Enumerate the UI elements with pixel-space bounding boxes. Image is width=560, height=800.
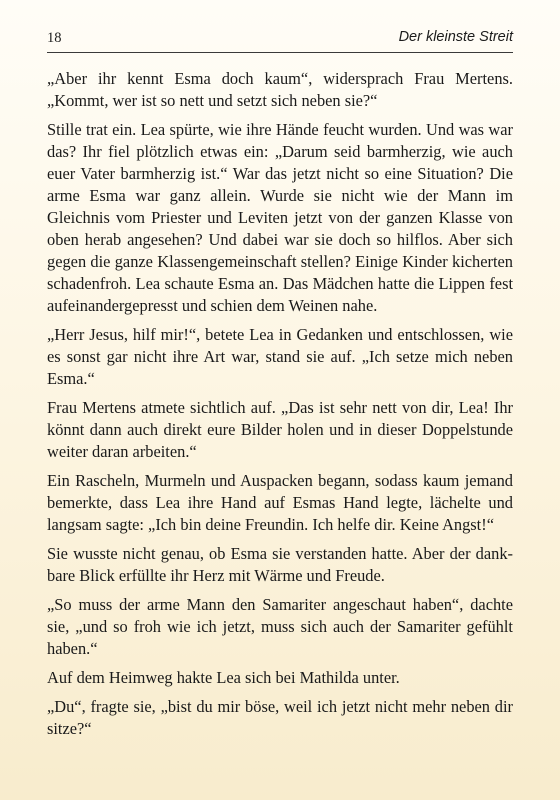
paragraph: Auf dem Heimweg hakte Lea sich bei Mathilda unter. bbox=[47, 668, 400, 687]
running-header bbox=[47, 26, 513, 53]
paragraph: Frau Mertens atmete sichtlich auf. „Das ist sehr nett von dir, Lea! Ihr könnt dann auch direkt eure Bilder holen und in dieser Doppelstunde weiter daran arbeiten.“ bbox=[47, 398, 513, 461]
page-number: 18 bbox=[47, 30, 62, 46]
paragraph: Ein Rascheln, Murmeln und Auspacken begann, sodass kaum jemand bemerkte, dass Lea ihre Hand auf Esmas Hand legte, lächelte und langsam sagte: „Ich bin deine Freundin. Ich helfe dir. Keine Angst!“ bbox=[47, 471, 513, 534]
body-text bbox=[47, 68, 513, 747]
chapter-title: Der kleinste Streit bbox=[398, 29, 513, 45]
paragraph: „Aber ihr kennt Esma doch kaum“, widersprach Frau Mertens. „Kommt, wer ist so nett und setzt sich neben sie?“ bbox=[47, 69, 513, 110]
paragraph: „Herr Jesus, hilf mir!“, betete Lea in Gedanken und entschlossen, wie es sonst gar nicht ihre Art war, stand sie auf. „Ich setze mich neben Esma.“ bbox=[47, 325, 513, 388]
paragraph: „So muss der arme Mann den Samariter angeschaut haben“, dachte sie, „und so froh wie ich jetzt, muss sich auch der Samariter gefühlt haben.“ bbox=[47, 595, 513, 658]
paragraph: Stille trat ein. Lea spürte, wie ihre Hände feucht wurden. Und was war das? Ihr fiel plötzlich etwas ein: „Darum seid barmherzig, wie auch euer Vater barmherzig ist.“ War das jetzt nicht so eine Situation? Die arme Esma war ganz allein. Wurde sie nicht wie der Mann im Gleichnis vom Priester und Leviten jetzt von der ganzen Klasse von oben herab angesehen? Und dabei war sie doch so hilflos. Aber sich gegen die ganze Klassengemeinschaft stellen? Einige Kinder kicherten schadenfroh. Lea schaute Esma an. Das Mädchen hatte die Lippen fest aufeinandergepresst und schien dem Weinen nahe. bbox=[47, 120, 513, 315]
paragraph: „Du“, fragte sie, „bist du mir böse, weil ich jetzt nicht mehr neben dir sitze?“ bbox=[47, 697, 513, 738]
paragraph: Sie wusste nicht genau, ob Esma sie verstanden hatte. Aber der dankbare Blick erfüllte ihr Herz mit Wärme und Freude. bbox=[47, 544, 513, 585]
